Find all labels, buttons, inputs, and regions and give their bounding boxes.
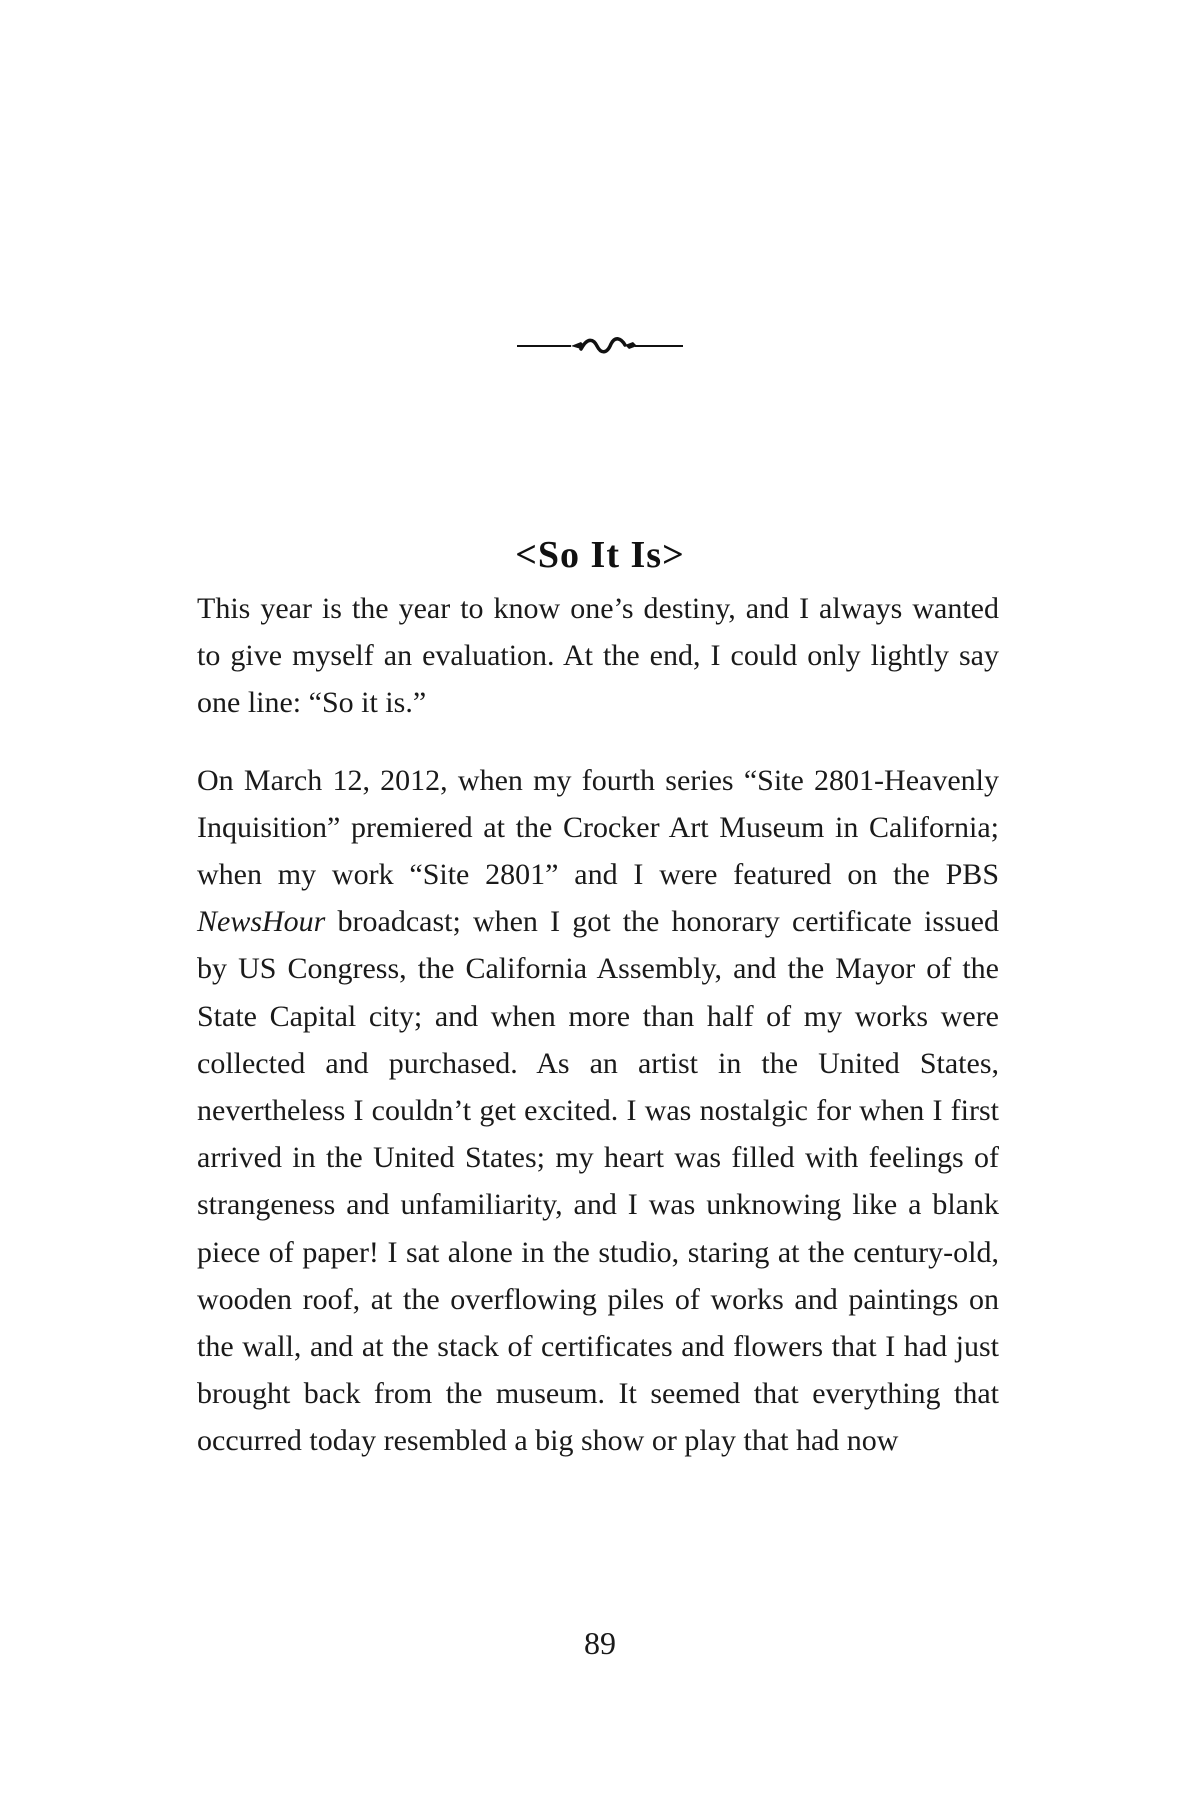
- paragraph: This year is the year to know one’s destiny, and I always wanted to give myself an evaluation. At the end, I could only lightly say one line: “So it is.”: [197, 592, 999, 720]
- chapter-title: <So It Is>: [515, 534, 685, 577]
- paragraph: [197, 757, 999, 1465]
- paragraph-text: broadcast; when I got the honorary certificate issued by US Congress, the California Assembly, and the Mayor of the State Capital city; and when more than half of my works were collected and purchased. As an artist in the United States, nevertheless I couldn’t get excited. I was nostalgic for when I first arrived in the United States; my heart was filled with feelings of strangeness and unfamiliarity, and I was unknowing like a blank piece of paper! I sat alone in the studio, staring at the century-old, wooden roof, at the overflowing piles of works and paintings on the wall, and at the stack of certificates and flowers that I had just brought back from the museum. It seemed that everything that occurred today resembled a big show or play that had now: [197, 905, 999, 1458]
- publication-title: NewsHour: [197, 905, 326, 939]
- page-number: 89: [584, 1625, 616, 1661]
- chapter-body: [197, 585, 999, 1465]
- swirl-divider-icon: [0, 330, 1200, 358]
- paragraph-text: On March 12, 2012, when my fourth series “Site 2801-Heavenly Inquisition” premiered at the Crocker Art Museum in California; when my work “Site 2801” and I were featured on the PBS: [197, 763, 999, 892]
